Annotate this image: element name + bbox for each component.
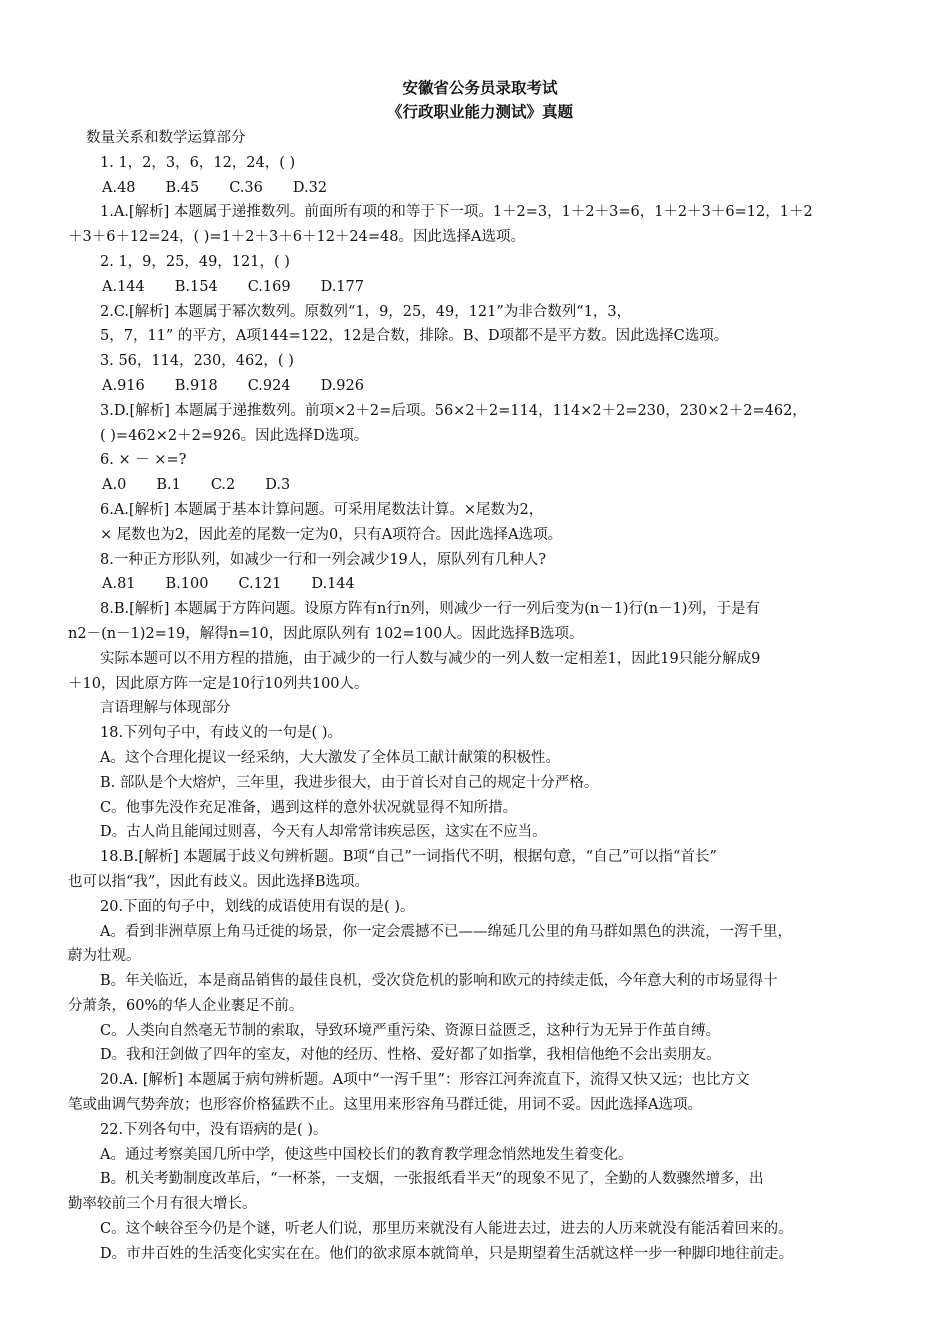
text-line: 2. 1，9，25，49，121，( ) <box>100 253 290 270</box>
text-line: A。看到非洲草原上角马迁徙的场景，你一定会震撼不已——绵延几公里的角马群如黑色的洪流，一泻千里， <box>100 923 792 940</box>
text-line: 1. 1，2，3，6，12，24，( ) <box>100 154 296 171</box>
text-line: B。机关考勤制度改革后，“一杯茶，一支烟，一张报纸看半天”的现象不见了，全勤的人数骤然增多，出 <box>100 1171 764 1188</box>
text-line: 2.C.[解析] 本题属于幂次数列。原数列“1，9，25，49，121”为非合数列“1，3， <box>100 303 632 320</box>
answer-option: A.0 <box>102 477 127 494</box>
answer-option: B.154 <box>174 278 218 295</box>
text-line: 也可以指“我”，因此有歧义。因此选择B选项。 <box>68 873 369 890</box>
answer-option: B.45 <box>165 179 200 196</box>
answer-option: D.177 <box>320 278 364 295</box>
text-line: D。古人尚且能闻过则喜，今天有人却常常讳疾忌医，这实在不应当。 <box>100 824 547 841</box>
answer-option: B.918 <box>174 377 218 394</box>
text-line: C。人类向自然毫无节制的索取，导致环境严重污染、资源日益匮乏，这种行为无异于作茧自缚。 <box>100 1022 721 1039</box>
section-heading: 数量关系和数学运算部分 <box>86 130 246 146</box>
text-line: 6. × － ×=? <box>100 452 187 469</box>
text-line: B。年关临近，本是商品销售的最佳良机，受次贷危机的影响和欧元的持续走低，今年意大利的市场显得十 <box>100 973 778 990</box>
text-line: 实际本题可以不用方程的措施，由于减少的一行人数与减少的一列人数一定相差1，因此19只能分解成9 <box>100 650 761 667</box>
text-line: 言语理解与体现部分 <box>100 700 231 717</box>
answer-option: D.3 <box>265 477 291 494</box>
text-line: n2－(n－1)2=19，解得n=10，因此原队列有 102=100人。因此选择B选项。 <box>68 625 584 642</box>
text-line: 3.D.[解析] 本题属于递推数列。前项×2＋2=后项。56×2＋2=114，114×2＋2=230，230×2＋2=462， <box>100 402 807 419</box>
text-line: 8.B.[解析] 本题属于方阵问题。设原方阵有n行n列，则减少一行一列后变为(n－1)行(n－1)列，于是有 <box>100 601 760 618</box>
answer-option: B.100 <box>165 576 209 593</box>
text-line: D。我和汪剑做了四年的室友，对他的经历、性格、爱好都了如指掌，我相信他绝不会出卖朋友。 <box>100 1047 721 1064</box>
answer-option: C.924 <box>247 377 291 394</box>
answer-option: D.32 <box>292 179 328 196</box>
answer-options <box>68 374 892 399</box>
answer-option: A.916 <box>102 377 145 394</box>
text-line: 18.下列句子中，有歧义的一句是( )。 <box>100 725 342 742</box>
text-line: 勤率较前三个月有很大增长。 <box>68 1196 257 1213</box>
text-line: 3. 56，114，230，462，( ) <box>100 353 294 370</box>
text-line: 6.A.[解析] 本题属于基本计算问题。可采用尾数法计算。×尾数为2， <box>100 501 544 518</box>
text-line: 5，7，11” 的平方，A项144=122，12是合数，排除。B、D项都不是平方数。因此选择C选项。 <box>100 328 729 345</box>
text-line: C。他事先没作充足准备，遇到这样的意外状况就显得不知所措。 <box>100 799 518 816</box>
text-line: 8.一种正方形队列，如减少一行和一列会减少19人，原队列有几种人? <box>100 551 547 568</box>
text-line: ＋10，因此原方阵一定是10行10列共100人。 <box>68 675 369 692</box>
answer-options <box>68 176 892 201</box>
text-line: × 尾数也为2，因此差的尾数一定为0，只有A项符合。因此选择A选项。 <box>100 526 563 543</box>
answer-option: D.926 <box>320 377 364 394</box>
answer-options <box>68 572 892 597</box>
text-line: 1.A.[解析] 本题属于递推数列。前面所有项的和等于下一项。1＋2=3，1＋2＋3=6，1＋2＋3＋6=12，1＋2 <box>100 204 813 221</box>
document-subtitle: 《行政职业能力测试》真题 <box>386 102 573 121</box>
text-line: ＋3＋6＋12=24，( )=1＋2＋3＋6＋12＋24=48。因此选择A选项。 <box>68 229 525 246</box>
text-line: 蔚为壮观。 <box>68 948 141 965</box>
text-line: A。这个合理化提议一经采纳，大大激发了全体员工献计献策的积极性。 <box>100 749 560 766</box>
answer-option: A.144 <box>102 278 145 295</box>
answer-options <box>68 473 892 498</box>
document-title: 安徽省公务员录取考试 <box>402 78 558 97</box>
text-line: 分萧条，60%的华人企业裹足不前。 <box>68 997 304 1014</box>
text-line: 18.B.[解析] 本题属于歧义句辨析题。B项“自己”一词指代不明，根据句意，“自己”可以指“首长” <box>100 849 717 866</box>
answer-option: C.2 <box>210 477 236 494</box>
text-line: 20.下面的句子中，划线的成语使用有误的是( )。 <box>100 898 415 915</box>
text-line: C。这个峡谷至今仍是个谜，听老人们说，那里历来就没有人能进去过，进去的人历来就没有能活着回来的。 <box>100 1221 793 1238</box>
answer-options <box>68 275 892 300</box>
text-line: B. 部队是个大熔炉，三年里，我进步很大，由于首长对自己的规定十分严格。 <box>100 774 599 791</box>
text-line: 笔或曲调气势奔放；也形容价格猛跌不止。这里用来形容角马群迁徙，用词不妥。因此选择A选项。 <box>68 1097 702 1114</box>
text-line: 20.A. [解析] 本题属于病句辨析题。A项中“一泻千里”：形容江河奔流直下，流得又快又远；也比方文 <box>100 1072 750 1089</box>
answer-option: A.81 <box>102 576 136 593</box>
answer-option: B.1 <box>156 477 181 494</box>
text-line: 22.下列各句中，没有语病的是( )。 <box>100 1121 328 1138</box>
text-line: A。通过考察美国几所中学，使这些中国校长们的教育教学理念悄然地发生着变化。 <box>100 1146 633 1163</box>
answer-option: C.36 <box>229 179 263 196</box>
answer-option: C.169 <box>247 278 291 295</box>
text-line: D。市井百姓的生活变化实实在在。他们的欲求原本就简单，只是期望着生活就这样一步一种脚印地往前走。 <box>100 1245 794 1262</box>
answer-option: C.121 <box>238 576 282 593</box>
answer-option: D.144 <box>311 576 355 593</box>
document-body <box>68 126 892 1267</box>
answer-option: A.48 <box>102 179 136 196</box>
text-line: ( )=462×2＋2=926。因此选择D选项。 <box>100 427 369 444</box>
